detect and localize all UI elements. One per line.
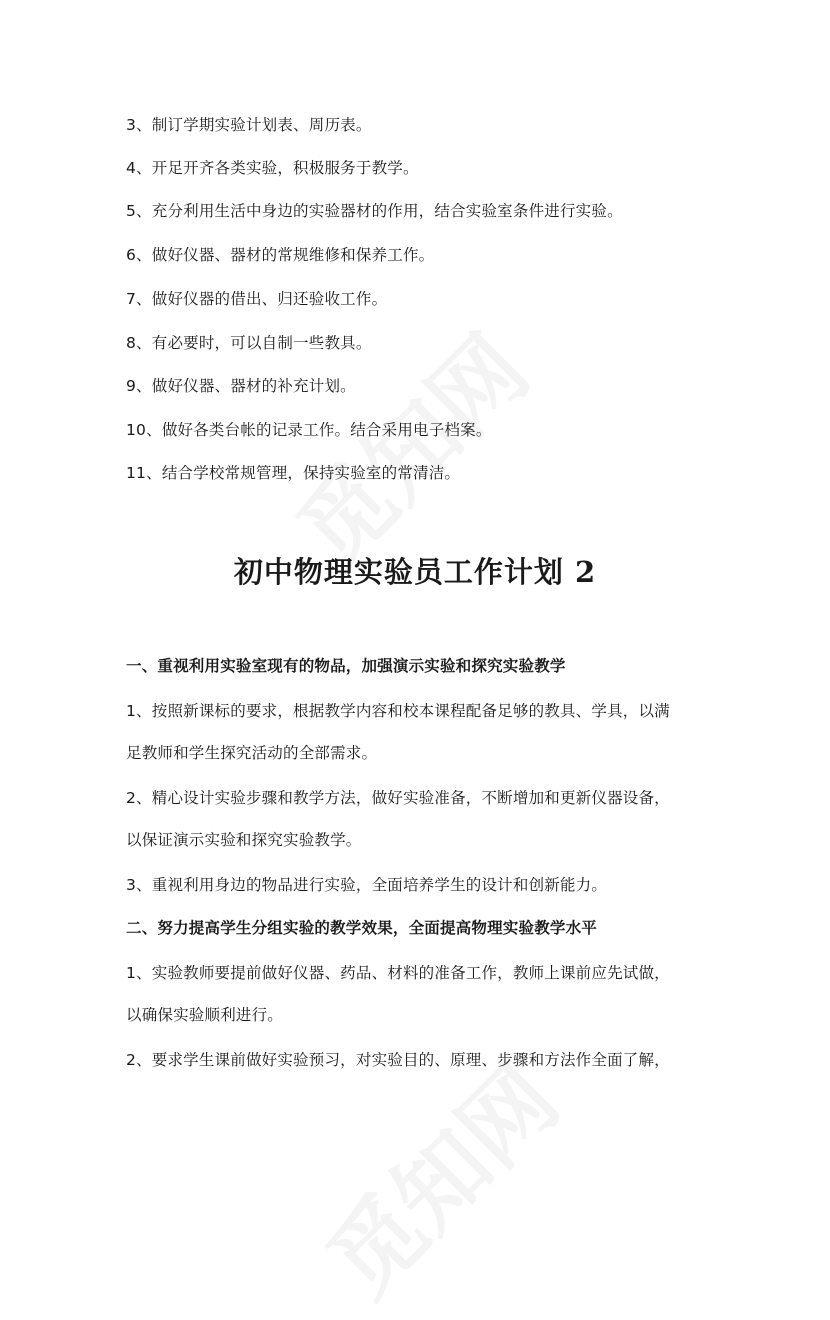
list-item: 9、做好仪器、器材的补充计划。	[126, 377, 356, 395]
paragraph-line: 以确保实验顺利进行。	[126, 1006, 284, 1024]
list-item: 11、结合学校常规管理，保持实验室的常清洁。	[126, 464, 461, 482]
document-title: 初中物理实验员工作计划 2	[233, 555, 597, 589]
list-item: 4、开足开齐各类实验，积极服务于教学。	[126, 159, 419, 177]
list-item: 10、做好各类台帐的记录工作。结合采用电子档案。	[126, 421, 492, 439]
list-item: 8、有必要时，可以自制一些教具。	[126, 334, 372, 352]
list-item: 5、充分利用生活中身边的实验器材的作用，结合实验室条件进行实验。	[126, 202, 623, 220]
section-heading: 一、重视利用实验室现有的物品，加强演示实验和探究实验教学	[126, 657, 566, 675]
paragraph-line: 足教师和学生探究活动的全部需求。	[126, 744, 378, 762]
paragraph-line: 以保证演示实验和探究实验教学。	[126, 831, 362, 849]
list-item: 3、制订学期实验计划表、周历表。	[126, 116, 372, 134]
paragraph-line: 1、实验教师要提前做好仪器、药品、材料的准备工作，教师上课前应先试做，	[126, 964, 670, 982]
list-item: 7、做好仪器的借出、归还验收工作。	[126, 290, 388, 308]
paragraph-line: 2、要求学生课前做好实验预习，对实验目的、原理、步骤和方法作全面了解，	[126, 1051, 670, 1069]
paragraph-line: 1、按照新课标的要求，根据教学内容和校本课程配备足够的教具、学具，以满	[126, 702, 670, 720]
section-heading: 二、努力提高学生分组实验的教学效果，全面提高物理实验教学水平	[126, 919, 598, 937]
list-item: 6、做好仪器、器材的常规维修和保养工作。	[126, 246, 435, 264]
watermark	[294, 1032, 583, 1320]
paragraph-line: 3、重视利用身边的物品进行实验，全面培养学生的设计和创新能力。	[126, 876, 608, 894]
paragraph-line: 2、精心设计实验步骤和教学方法，做好实验准备，不断增加和更新仪器设备，	[126, 789, 670, 807]
